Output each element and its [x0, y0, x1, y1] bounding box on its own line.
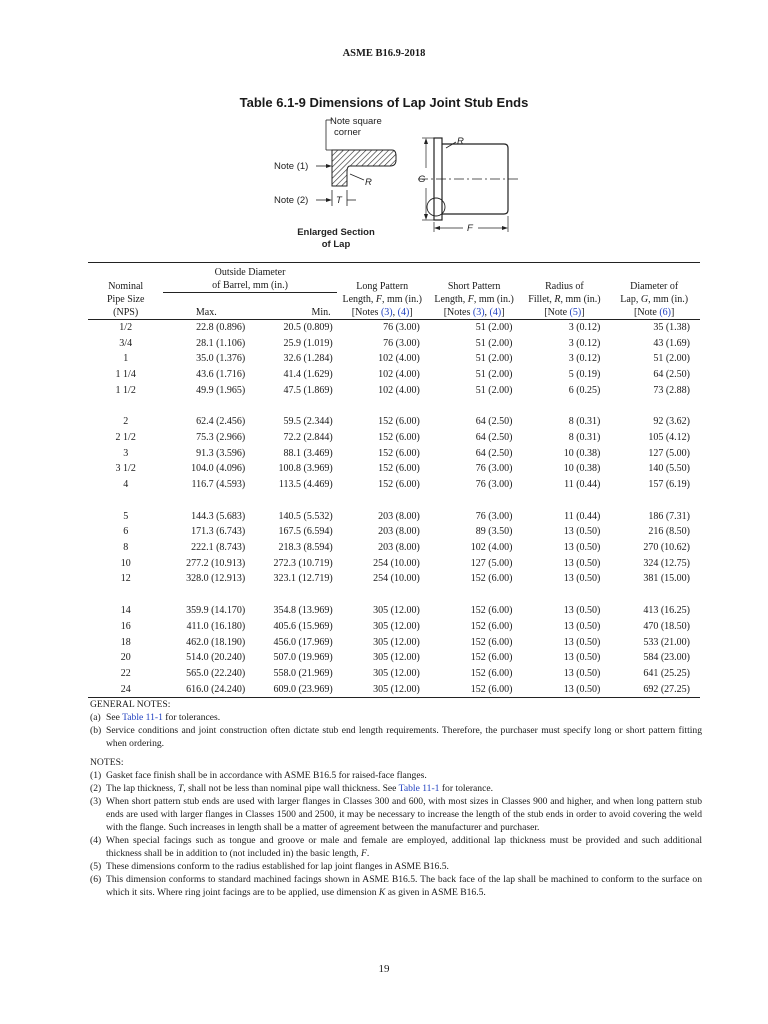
- table-row: [88, 367, 700, 383]
- cell-diameter: 105 (4.12): [648, 431, 690, 443]
- cell-short: 51 (2.00): [475, 321, 513, 333]
- cell-radius: 8 (0.31): [568, 431, 601, 443]
- cell-short: 51 (2.00): [475, 337, 513, 349]
- cell-diameter: 92 (3.62): [653, 416, 690, 428]
- cell-nps: 1 1/2: [115, 384, 136, 396]
- cell-long: 203 (8.00): [378, 526, 420, 538]
- cell-min: 88.1 (3.469): [283, 447, 333, 459]
- cell-min: 354.8 (13.969): [273, 605, 333, 617]
- cell-max: 222.1 (8.743): [191, 542, 246, 554]
- cell-max: 62.4 (2.456): [196, 416, 246, 428]
- cell-min: 323.1 (12.719): [273, 573, 333, 585]
- label-note1: Note (1): [274, 161, 309, 172]
- note-4: (4) When special facings such as tongue and groove or male and female are employed, additional lap thickness must be provided and such additional thickness shall be in addition to (not included in) the basic length, F.: [90, 835, 702, 859]
- cell-short: 76 (3.00): [475, 463, 513, 475]
- cell-diameter: 692 (27.25): [608, 681, 700, 697]
- lap-section-hatch: [332, 150, 396, 186]
- cell-min: 507.0 (19.969): [273, 652, 333, 664]
- cell-long: 305 (12.00): [373, 636, 420, 648]
- cell-radius: 13 (0.50): [563, 605, 601, 617]
- cell-min: 167.5 (6.594): [278, 526, 333, 538]
- cell-diameter: 413 (16.25): [643, 605, 690, 617]
- table-row: [88, 571, 700, 587]
- cell-nps: 4: [123, 479, 129, 491]
- general-note-a: (a) See Table 11-1 for tolerances.: [90, 712, 221, 723]
- row-group-gap: [88, 587, 700, 603]
- cell-radius: 13 (0.50): [563, 620, 601, 632]
- col-long-3: [Notes (3), (4)]: [351, 306, 413, 318]
- label-f: F: [467, 223, 473, 234]
- table-row: [88, 319, 700, 335]
- table-row: [88, 508, 700, 524]
- cell-max: 22.8 (0.896): [196, 321, 246, 333]
- table-row: [88, 666, 700, 682]
- notes-section: [90, 698, 702, 899]
- notes-heading: NOTES:: [90, 757, 124, 768]
- cell-long: 102 (4.00): [378, 368, 420, 380]
- cell-short: 102 (4.00): [470, 542, 513, 554]
- cell-nps: 1 1/4: [115, 368, 136, 380]
- cell-radius: 8 (0.31): [568, 416, 601, 428]
- table-11-1-link[interactable]: Table 11-1: [122, 712, 163, 723]
- cell-nps: 3: [123, 447, 129, 459]
- note3-link[interactable]: (3): [472, 306, 485, 318]
- note4-link[interactable]: (4): [397, 306, 410, 318]
- cell-short: 76 (3.00): [475, 479, 513, 491]
- cell-radius: 13 (0.50): [563, 542, 601, 554]
- col-od-1: Outside Diameter: [214, 267, 286, 278]
- cell-long: 152 (6.00): [378, 463, 420, 475]
- cell-min: 609.0 (23.969): [249, 681, 336, 697]
- row-group-gap: [88, 492, 700, 508]
- col-nps-2: Pipe Size: [106, 293, 145, 305]
- caption-line2: of Lap: [321, 239, 351, 250]
- table-title: Table 6.1-9 Dimensions of Lap Joint Stub Ends: [239, 95, 529, 110]
- note3-link[interactable]: (3): [380, 306, 393, 318]
- table-row: [88, 414, 700, 430]
- table-body: [88, 319, 700, 697]
- note6-link[interactable]: (6): [659, 306, 671, 318]
- cell-nps: 1/2: [119, 321, 133, 333]
- cell-min: 41.4 (1.629): [283, 368, 333, 380]
- cell-diameter: 186 (7.31): [648, 510, 690, 522]
- cell-min: 47.5 (1.869): [283, 384, 333, 396]
- col-rad-3: [Note (5)]: [544, 306, 585, 318]
- row-group-gap: [88, 398, 700, 414]
- label-t: T: [336, 195, 342, 206]
- cell-max: 277.2 (10.913): [186, 557, 246, 569]
- cell-max: 359.9 (14.170): [186, 605, 246, 617]
- cell-nps: 2 1/2: [115, 431, 136, 443]
- cell-nps: 1: [123, 353, 129, 365]
- table-row: [88, 619, 700, 635]
- cell-nps: 12: [120, 573, 131, 585]
- table-row: [88, 351, 700, 367]
- col-od-header: [163, 263, 336, 293]
- cell-max: 35.0 (1.376): [196, 353, 246, 365]
- cell-nps: 10: [120, 557, 131, 569]
- cell-long: 152 (6.00): [378, 447, 420, 459]
- col-dia-1: Diameter of: [630, 280, 679, 292]
- col-nps-3: (NPS): [113, 306, 139, 318]
- cell-radius: 13 (0.50): [563, 526, 601, 538]
- cell-short: 76 (3.00): [475, 510, 513, 522]
- cell-radius: 6 (0.25): [568, 384, 601, 396]
- table-row: [88, 555, 700, 571]
- cell-nps: 18: [120, 636, 131, 648]
- cell-min: 113.5 (4.469): [278, 479, 333, 491]
- cell-long: 152 (6.00): [378, 431, 420, 443]
- cell-short: 152 (6.00): [470, 620, 513, 632]
- cell-nps: 16: [120, 620, 131, 632]
- cell-min: 72.2 (2.844): [283, 431, 333, 443]
- cell-diameter: 73 (2.88): [653, 384, 690, 396]
- cell-diameter: 584 (23.00): [643, 652, 690, 664]
- cell-short: 51 (2.00): [475, 368, 513, 380]
- cell-min: 272.3 (10.719): [273, 557, 333, 569]
- cell-max: 75.3 (2.966): [196, 431, 246, 443]
- page-header: ASME B16.9-2018: [342, 48, 426, 59]
- dimensions-table: [88, 262, 700, 698]
- cell-long: 152 (6.00): [378, 479, 420, 491]
- cell-radius: 13 (0.50): [563, 652, 601, 664]
- cell-max: 49.9 (1.965): [196, 384, 246, 396]
- cell-diameter: 470 (18.50): [643, 620, 690, 632]
- cell-diameter: 324 (12.75): [643, 557, 690, 569]
- cell-radius: 3 (0.12): [568, 321, 601, 333]
- table-row: [88, 461, 700, 477]
- col-od-2: of Barrel, mm (in.): [212, 280, 288, 291]
- cell-short: 64 (2.50): [475, 447, 513, 459]
- cell-max: 91.3 (3.596): [196, 447, 246, 459]
- label-g: G: [418, 174, 426, 185]
- note-2: (2) The lap thickness, T, shall not be less than nominal pipe wall thickness. See Table 11-1 for tolerance.: [90, 783, 494, 794]
- label-square-corner-2: corner: [334, 127, 361, 138]
- cell-short: 51 (2.00): [475, 384, 513, 396]
- cell-short: 152 (6.00): [470, 652, 513, 664]
- cell-max: 144.3 (5.683): [191, 510, 246, 522]
- label-square-corner-1: Note square: [330, 116, 382, 127]
- cell-short: 152 (6.00): [470, 573, 513, 585]
- cell-diameter: 157 (6.19): [648, 479, 690, 491]
- cell-diameter: 533 (21.00): [643, 636, 690, 648]
- cell-short: 64 (2.50): [475, 431, 513, 443]
- label-r-side: R: [457, 136, 464, 147]
- cell-long: 254 (10.00): [373, 573, 420, 585]
- cell-max: 411.0 (16.180): [186, 620, 246, 632]
- cell-long: 152 (6.00): [378, 416, 420, 428]
- table-row: [88, 335, 700, 351]
- cell-diameter: 641 (25.25): [643, 667, 690, 679]
- cell-radius: 11 (0.44): [564, 479, 601, 491]
- label-note2: Note (2): [274, 195, 309, 206]
- col-short-3: [Notes (3), (4)]: [443, 306, 505, 318]
- cell-diameter: 140 (5.50): [648, 463, 690, 475]
- table-row: [88, 524, 700, 540]
- cell-diameter: 216 (8.50): [648, 526, 690, 538]
- col-rad-1: Radius of: [545, 280, 584, 292]
- cell-max: 328.0 (12.913): [186, 573, 246, 585]
- cell-long: 203 (8.00): [378, 510, 420, 522]
- cell-max: 28.1 (1.106): [196, 337, 246, 349]
- cell-diameter: 43 (1.69): [653, 337, 690, 349]
- col-long-1: Long Pattern: [356, 280, 409, 292]
- cell-max: 514.0 (20.240): [186, 652, 246, 664]
- note-5: (5) These dimensions conform to the radius established for lap joint flanges in ASME B16.5.: [90, 861, 449, 872]
- cell-max: 116.7 (4.593): [191, 479, 246, 491]
- cell-nps: 6: [123, 526, 129, 538]
- col-od-min: Min.: [311, 306, 331, 318]
- cell-diameter: 127 (5.00): [648, 447, 690, 459]
- cell-long: 102 (4.00): [378, 384, 420, 396]
- general-notes-heading: GENERAL NOTES:: [90, 699, 171, 710]
- col-od-max: Max.: [195, 306, 217, 318]
- cell-radius: 3 (0.12): [568, 353, 601, 365]
- cell-diameter: 381 (15.00): [643, 573, 690, 585]
- cell-nps: 3/4: [119, 337, 133, 349]
- cell-long: 305 (12.00): [337, 681, 428, 697]
- cell-diameter: 270 (10.62): [643, 542, 690, 554]
- cell-radius: 13 (0.50): [563, 636, 601, 648]
- cell-max: 43.6 (1.716): [196, 368, 246, 380]
- cell-radius: 13 (0.50): [563, 573, 601, 585]
- cell-max: 171.3 (6.743): [191, 526, 246, 538]
- cell-short: 89 (3.50): [475, 526, 513, 538]
- table-11-1-link[interactable]: Table 11-1: [398, 783, 440, 794]
- cell-short: 152 (6.00): [470, 605, 513, 617]
- cell-min: 59.5 (2.344): [283, 416, 333, 428]
- note-3: (3) When short pattern stub ends are used with larger flanges in Classes 300 and 600, with most sizes in Classes 900 and higher, and when long pattern stub ends are used with larger flanges in Classes 1500 and 2500, it may be necessary to increase the length of the stub ends in order to avoid covering the weld with the flange. Such increases in length shall be a matter of agreement between the manufacturer and purchaser.: [90, 796, 702, 833]
- cell-long: 305 (12.00): [373, 652, 420, 664]
- cell-max: 565.0 (22.240): [186, 667, 246, 679]
- cell-min: 456.0 (17.969): [273, 636, 333, 648]
- cell-radius: 11 (0.44): [564, 510, 601, 522]
- cell-long: 76 (3.00): [383, 337, 420, 349]
- cell-nps: 5: [123, 510, 129, 522]
- cell-min: 140.5 (5.532): [278, 510, 333, 522]
- cell-nps: 22: [120, 667, 131, 679]
- cell-short: 51 (2.00): [475, 353, 513, 365]
- table-row: [88, 650, 700, 666]
- table-row: [88, 445, 700, 461]
- cell-diameter: 64 (2.50): [653, 368, 690, 380]
- cell-nps: 20: [120, 652, 131, 664]
- col-dia-3: [Note (6)]: [634, 306, 675, 318]
- note5-link[interactable]: (5): [569, 306, 582, 318]
- page-number: 19: [378, 963, 390, 975]
- cell-short: 152 (6.00): [470, 667, 513, 679]
- cell-min: 20.5 (0.809): [283, 321, 333, 333]
- table-row: [88, 430, 700, 446]
- cell-long: 305 (12.00): [373, 667, 420, 679]
- col-short-1: Short Pattern: [447, 280, 501, 292]
- cell-min: 405.6 (15.969): [273, 620, 333, 632]
- cell-nps: 24: [88, 681, 163, 697]
- cell-radius: 10 (0.38): [563, 447, 601, 459]
- cell-diameter: 51 (2.00): [653, 353, 690, 365]
- table-row: [88, 634, 700, 650]
- cell-nps: 14: [120, 605, 131, 617]
- cell-nps: 2: [123, 416, 129, 428]
- cell-min: 558.0 (21.969): [273, 667, 333, 679]
- col-rad-2: Fillet, R, mm (in.): [528, 293, 601, 305]
- cell-min: 218.3 (8.594): [278, 542, 333, 554]
- cell-long: 305 (12.00): [373, 620, 420, 632]
- table-row: [88, 382, 700, 398]
- cell-max: 616.0 (24.240): [163, 681, 249, 697]
- cell-nps: 3 1/2: [115, 463, 136, 475]
- cell-radius: 13 (0.50): [520, 681, 608, 697]
- cell-radius: 5 (0.19): [568, 368, 601, 380]
- note-1: (1) Gasket face finish shall be in accordance with ASME B16.5 for raised-face flanges.: [90, 770, 427, 781]
- table-row: [88, 603, 700, 619]
- caption-line1: Enlarged Section: [297, 227, 375, 238]
- cell-min: 25.9 (1.019): [283, 337, 333, 349]
- col-long-2: Length, F, mm (in.): [342, 293, 422, 305]
- note-6: (6) This dimension conforms to standard machined facings shown in ASME B16.5. The back face of the lap shall be machined to conform to the surface on which it sits. Where ring joint facings are to be applied, use dimension K as given in ASME B16.5.: [90, 874, 702, 898]
- cell-diameter: 35 (1.38): [653, 321, 690, 333]
- cell-long: 254 (10.00): [373, 557, 420, 569]
- col-dia-2: Lap, G, mm (in.): [620, 293, 689, 305]
- cell-min: 100.8 (3.969): [278, 463, 333, 475]
- cell-short: 64 (2.50): [475, 416, 513, 428]
- note4-link[interactable]: (4): [489, 306, 502, 318]
- table-row: [88, 540, 700, 556]
- stub-end-drawing: [268, 112, 528, 257]
- cell-short: 127 (5.00): [470, 557, 513, 569]
- table-row: [88, 477, 700, 493]
- cell-radius: 10 (0.38): [563, 463, 601, 475]
- general-note-b: (b) Service conditions and joint construction often dictate stub end length requirements. Therefore, the purchaser must specify long or short pattern fitting when ordering.: [90, 725, 702, 749]
- cell-short: 152 (6.00): [470, 636, 513, 648]
- cell-max: 462.0 (18.190): [186, 636, 246, 648]
- cell-long: 305 (12.00): [373, 605, 420, 617]
- cell-radius: 13 (0.50): [563, 667, 601, 679]
- cell-nps: 8: [123, 542, 129, 554]
- label-r-section: R: [365, 177, 372, 188]
- cell-short: 152 (6.00): [428, 681, 521, 697]
- cell-max: 104.0 (4.096): [191, 463, 246, 475]
- cell-long: 76 (3.00): [383, 321, 420, 333]
- col-nps-1: Nominal: [108, 280, 144, 292]
- cell-long: 203 (8.00): [378, 542, 420, 554]
- stub-end-figure: [268, 112, 528, 257]
- cell-radius: 13 (0.50): [563, 557, 601, 569]
- col-short-2: Length, F, mm (in.): [434, 293, 514, 305]
- table-row: [88, 681, 700, 697]
- cell-min: 32.6 (1.284): [283, 353, 333, 365]
- cell-radius: 3 (0.12): [568, 337, 601, 349]
- cell-long: 102 (4.00): [378, 353, 420, 365]
